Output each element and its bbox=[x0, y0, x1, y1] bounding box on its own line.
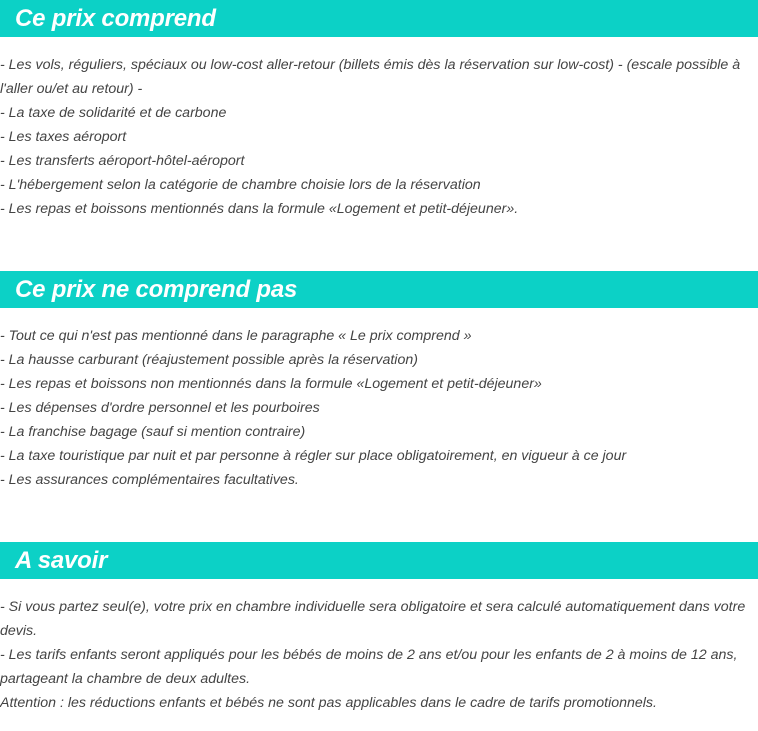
section-price-includes bbox=[0, 0, 758, 221]
section-title: Ce prix ne comprend pas bbox=[15, 276, 298, 303]
list-item: Attention : les réductions enfants et bébés ne sont pas applicables dans le cadre de tarifs promotionnels. bbox=[0, 695, 657, 711]
section-body bbox=[0, 37, 758, 221]
list-item: - La franchise bagage (sauf si mention contraire) bbox=[0, 424, 306, 440]
section-good-to-know bbox=[0, 542, 758, 715]
list-item: - Les taxes aéroport bbox=[0, 129, 127, 145]
list-item: - Les assurances complémentaires facultatives. bbox=[0, 472, 299, 488]
section-price-excludes bbox=[0, 271, 758, 492]
list-item: l'aller ou/et au retour) - bbox=[0, 81, 143, 97]
list-item: - La taxe touristique par nuit et par personne à régler sur place obligatoirement, en vigueur à ce jour bbox=[0, 448, 627, 464]
list-item: devis. bbox=[0, 623, 38, 639]
list-item: - La hausse carburant (réajustement possible après la réservation) bbox=[0, 352, 418, 368]
list-item: - Les vols, réguliers, spéciaux ou low-cost aller-retour (billets émis dès la réservation sur low-cost) - (escale possible à bbox=[0, 57, 741, 73]
list-item: - Les repas et boissons non mentionnés dans la formule «Logement et petit-déjeuner» bbox=[0, 376, 542, 392]
list-item: - Les transferts aéroport-hôtel-aéroport bbox=[0, 153, 245, 169]
section-title: Ce prix comprend bbox=[15, 5, 216, 32]
list-item: - Si vous partez seul(e), votre prix en chambre individuelle sera obligatoire et sera calculé automatiquement dans votre bbox=[0, 599, 746, 615]
list-item: - Les tarifs enfants seront appliqués pour les bébés de moins de 2 ans et/ou pour les enfants de 2 à moins de 12 ans, bbox=[0, 647, 738, 663]
section-header bbox=[0, 0, 758, 37]
list-item: partageant la chambre de deux adultes. bbox=[0, 671, 251, 687]
list-item: - L'hébergement selon la catégorie de chambre choisie lors de la réservation bbox=[0, 177, 481, 193]
section-header bbox=[0, 542, 758, 579]
list-item: - Tout ce qui n'est pas mentionné dans le paragraphe « Le prix comprend » bbox=[0, 328, 472, 344]
list-item: - Les dépenses d'ordre personnel et les pourboires bbox=[0, 400, 320, 416]
list-item: - La taxe de solidarité et de carbone bbox=[0, 105, 227, 121]
section-body bbox=[0, 579, 758, 715]
section-header bbox=[0, 271, 758, 308]
section-body bbox=[0, 308, 758, 492]
section-title: A savoir bbox=[15, 547, 108, 574]
list-item: - Les repas et boissons mentionnés dans la formule «Logement et petit-déjeuner». bbox=[0, 201, 519, 217]
